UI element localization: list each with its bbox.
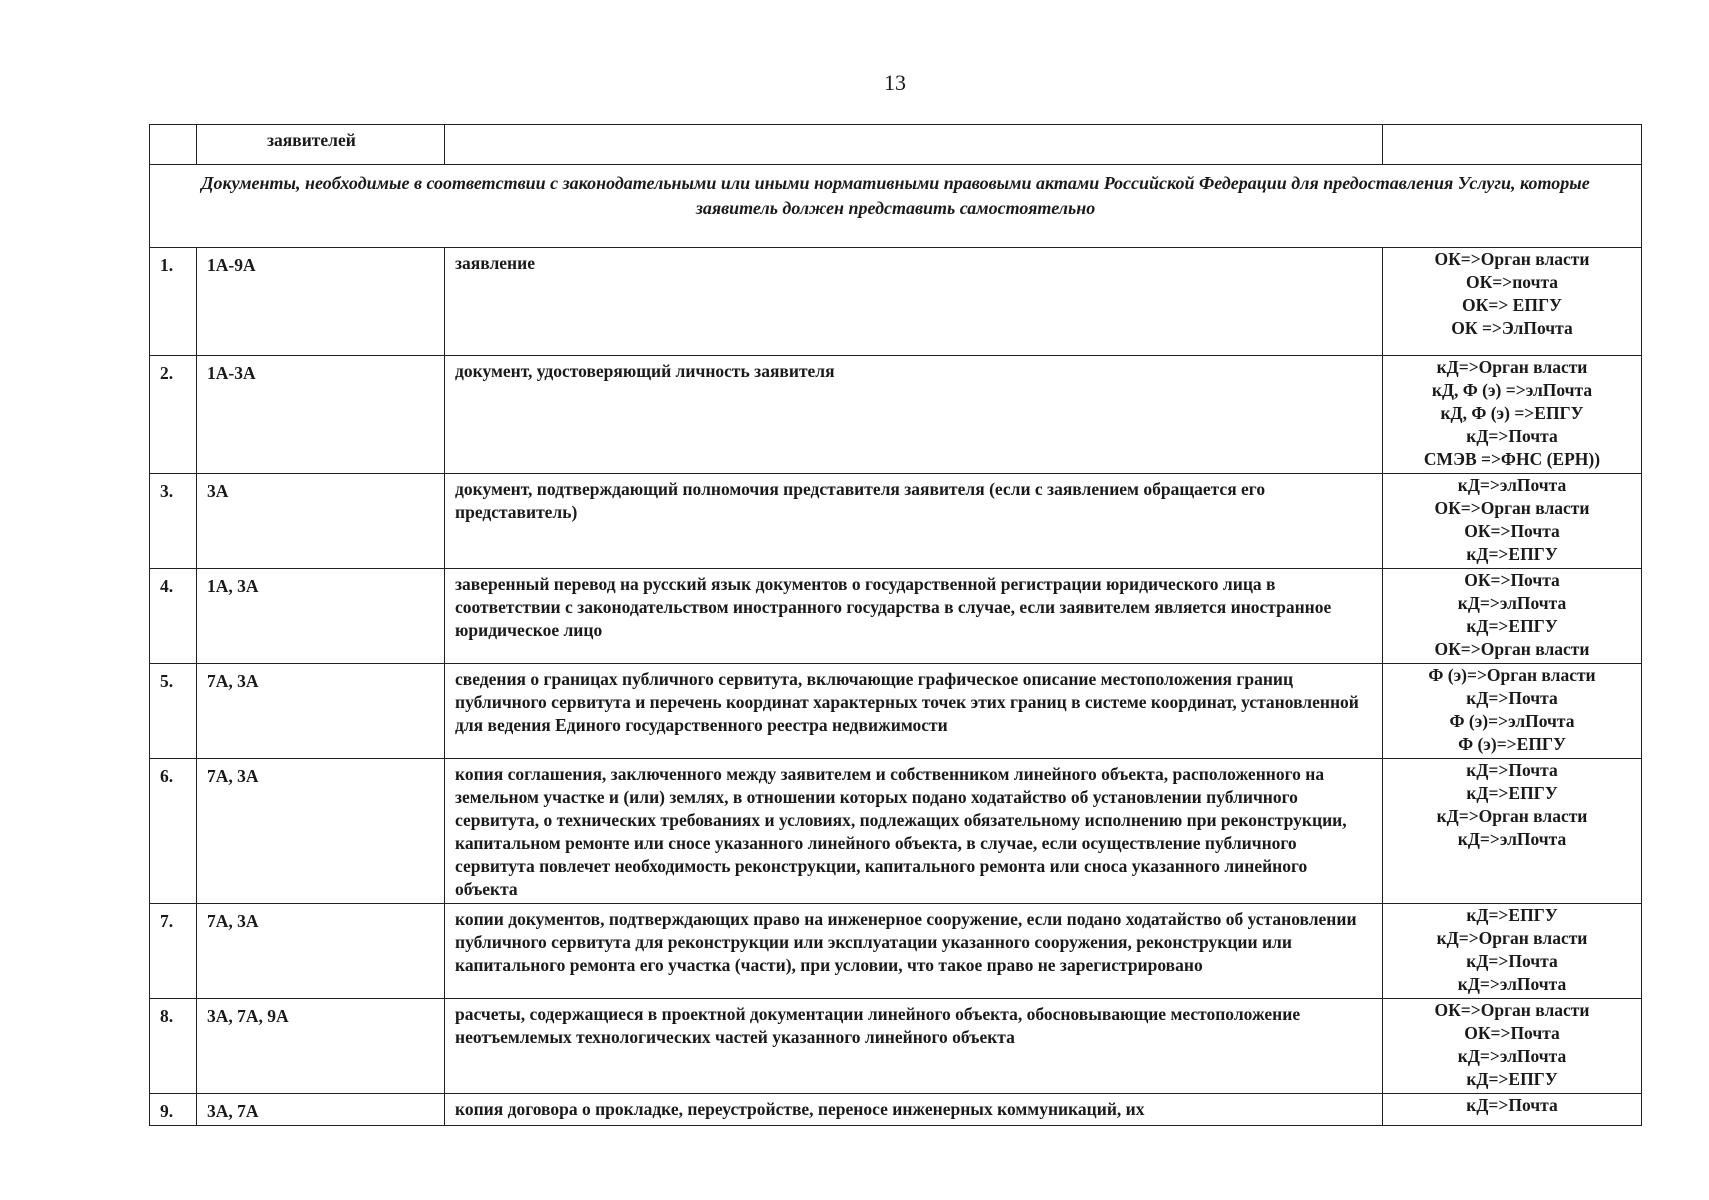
table-row xyxy=(150,474,1642,569)
channel-item: кД=>Почта xyxy=(1466,760,1558,780)
section-title: Документы, необходимые в соответствии с законодательными или иными нормативными правовыми актами Российской Федерации для предоставления Услуги, которые заявитель должен представить самостоятельно xyxy=(150,165,1642,248)
row-number: 6. xyxy=(150,759,197,904)
channel-item: ОК =>ЭлПочта xyxy=(1451,318,1573,338)
channel-item: Ф (э)=>элПочта xyxy=(1449,711,1575,731)
channel-item: ОК=>почта xyxy=(1465,272,1559,292)
row-number: 4. xyxy=(150,569,197,664)
channel-item: кД=>Орган власти xyxy=(1436,928,1588,948)
continuation-num-cell xyxy=(150,125,197,165)
row-document: сведения о границах публичного сервитута, включающие графическое описание местоположения границ публичного сервитута и перечень координат характерных точек этих границ в системе координат, установленной для ведения Единого государственного реестра недвижимости xyxy=(445,664,1383,759)
table-row xyxy=(150,356,1642,474)
table-row xyxy=(150,1094,1642,1126)
row-channels xyxy=(1383,248,1642,356)
table-row xyxy=(150,904,1642,999)
channel-item: кД, Ф (э) =>ЕПГУ xyxy=(1440,403,1584,423)
page-number: 13 xyxy=(884,70,906,95)
channel-item: ОК=>Орган власти xyxy=(1434,249,1590,269)
table-row xyxy=(150,569,1642,664)
channel-item: кД=>ЕПГУ xyxy=(1466,905,1558,925)
channel-item: кД=>элПочта xyxy=(1457,974,1567,994)
channel-item: кД=>элПочта xyxy=(1457,829,1567,849)
row-channels xyxy=(1383,356,1642,474)
row-document: копия договора о прокладке, переустройстве, переносе инженерных коммуникаций, их xyxy=(445,1094,1383,1126)
row-code: 7А, 3А xyxy=(197,904,445,999)
table-row xyxy=(150,248,1642,356)
row-document: копии документов, подтверждающих право на инженерное сооружение, если подано ходатайство об установлении публичного сервитута для реконструкции или эксплуатации указанного сооружения, реконструкции или капитального ремонта его участка (части), при условии, что такое право не зарегистрировано xyxy=(445,904,1383,999)
channel-item: ОК=>Почта xyxy=(1464,1023,1560,1043)
channel-item: кД=>Почта xyxy=(1466,426,1558,446)
channel-item: кД=>Почта xyxy=(1466,951,1558,971)
channel-item: ОК=>Почта xyxy=(1464,570,1560,590)
channel-item: ОК=>Почта xyxy=(1464,521,1560,541)
row-code: 1А, 3А xyxy=(197,569,445,664)
channel-item: ОК=>Орган власти xyxy=(1434,498,1590,518)
row-number: 2. xyxy=(150,356,197,474)
channel-item: ОК=>Орган власти xyxy=(1434,639,1590,659)
row-code: 1А-3А xyxy=(197,356,445,474)
channel-item: кД=>Орган власти xyxy=(1436,806,1588,826)
channel-item: кД=>элПочта xyxy=(1457,593,1567,613)
table-row xyxy=(150,759,1642,904)
row-channels xyxy=(1383,569,1642,664)
row-channels xyxy=(1383,1094,1642,1126)
channel-item: кД=>элПочта xyxy=(1457,1046,1567,1066)
table-row xyxy=(150,999,1642,1094)
row-channels xyxy=(1383,759,1642,904)
row-code: 3А, 7А, 9А xyxy=(197,999,445,1094)
row-code: 7А, 3А xyxy=(197,759,445,904)
documents-table xyxy=(149,124,1642,1126)
channel-item: кД=>ЕПГУ xyxy=(1466,544,1558,564)
row-number: 8. xyxy=(150,999,197,1094)
channel-item: кД=>Орган власти xyxy=(1436,357,1588,377)
channel-item: Ф (э)=>ЕПГУ xyxy=(1458,734,1566,754)
channel-item: ОК=>Орган власти xyxy=(1434,1000,1590,1020)
row-code: 1А-9А xyxy=(197,248,445,356)
table-row xyxy=(150,664,1642,759)
row-code: 7А, 3А xyxy=(197,664,445,759)
channel-item: кД=>элПочта xyxy=(1457,475,1567,495)
continuation-label: заявителей xyxy=(197,125,445,165)
section-row xyxy=(150,165,1642,248)
row-document: копия соглашения, заключенного между заявителем и собственником линейного объекта, расположенного на земельном участке и (или) землях, в отношении которых подано ходатайство об установлении публичного сервитута, о технических требованиях и условиях, подлежащих обязательному исполнению при реконструкции, капитальном ремонте или сносе указанного линейного объекта, в случае, если осуществление публичного сервитута повлечет необходимость реконструкции, капитального ремонта или сноса указанного линейного объекта xyxy=(445,759,1383,904)
row-number: 1. xyxy=(150,248,197,356)
channel-item: кД=>Почта xyxy=(1466,688,1558,708)
row-document: заверенный перевод на русский язык документов о государственной регистрации юридического лица в соответствии с законодательством иностранного государства в случае, если заявителем является иностранное юридическое лицо xyxy=(445,569,1383,664)
continuation-doc-cell xyxy=(445,125,1383,165)
channel-item: кД=>Почта xyxy=(1466,1095,1558,1115)
row-code: 3А, 7А xyxy=(197,1094,445,1126)
row-document: расчеты, содержащиеся в проектной документации линейного объекта, обосновывающие местоположение неотъемлемых технологических частей указанного линейного объекта xyxy=(445,999,1383,1094)
continuation-channel-cell xyxy=(1383,125,1642,165)
channel-item: кД=>ЕПГУ xyxy=(1466,1069,1558,1089)
row-channels xyxy=(1383,904,1642,999)
row-number: 9. xyxy=(150,1094,197,1126)
row-channels xyxy=(1383,664,1642,759)
row-number: 5. xyxy=(150,664,197,759)
row-channels xyxy=(1383,474,1642,569)
row-document: документ, удостоверяющий личность заявителя xyxy=(445,356,1383,474)
row-document: заявление xyxy=(445,248,1383,356)
row-document: документ, подтверждающий полномочия представителя заявителя (если с заявлением обращается его представитель) xyxy=(445,474,1383,569)
row-code: 3А xyxy=(197,474,445,569)
channel-item: кД=>ЕПГУ xyxy=(1466,783,1558,803)
row-channels xyxy=(1383,999,1642,1094)
continuation-row xyxy=(150,125,1642,165)
channel-item: ОК=> ЕПГУ xyxy=(1462,295,1562,315)
row-number: 7. xyxy=(150,904,197,999)
channel-item: кД, Ф (э) =>элПочта xyxy=(1431,380,1593,400)
row-number: 3. xyxy=(150,474,197,569)
channel-item: Ф (э)=>Орган власти xyxy=(1428,665,1596,685)
channel-item: кД=>ЕПГУ xyxy=(1466,616,1558,636)
channel-item: СМЭВ =>ФНС (ЕРН)) xyxy=(1423,449,1601,469)
